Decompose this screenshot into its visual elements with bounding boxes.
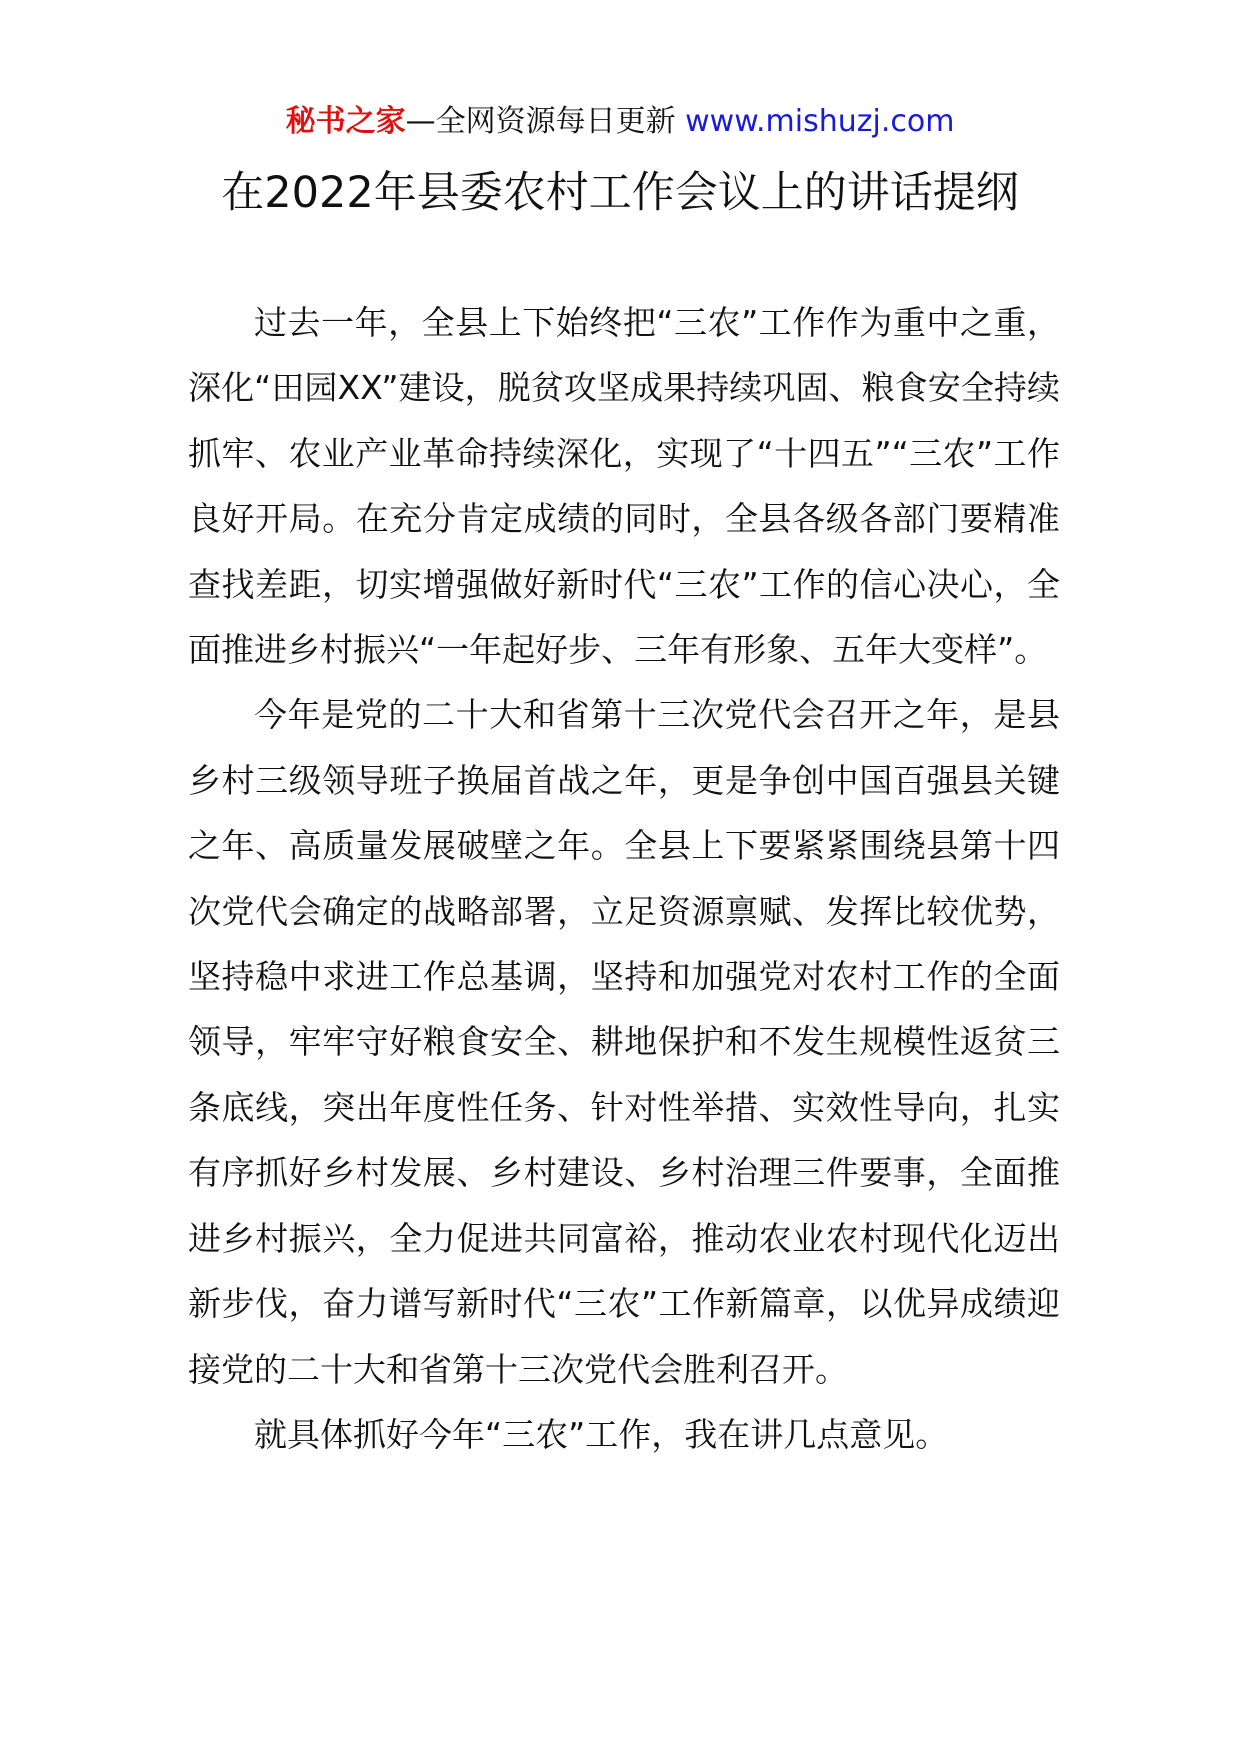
- paragraph-3: 就具体抓好今年“三农”工作，我在讲几点意见。: [254, 1414, 949, 1454]
- site-banner: [0, 100, 1240, 144]
- banner-tagline: —全网资源每日更新: [405, 104, 686, 139]
- document-title: 在2022年县委农村工作会议上的讲话提纲: [221, 168, 1019, 218]
- site-url: www.mishuzj.com: [685, 104, 955, 139]
- brand-name: 秘书之家: [285, 104, 406, 139]
- paragraph-2: 今年是党的二十大和省第十三次党代会召开之年，是县乡村三级领导班子换届首战之年，更是争创中国百强县关键之年、高质量发展破壁之年。全县上下要紧紧围绕县第十四次党代会确定的战略部署，立足资源禀赋、发挥比较优势，坚持稳中求进工作总基调，坚持和加强党对农村工作的全面领导，牢牢守好粮食安全、耕地保护和不发生规模性返贫三条底线，突出年度性任务、针对性举措、实效性导向，扎实有序抓好乡村发展、乡村建设、乡村治理三件要事，全面推进乡村振兴，全力促进共同富裕，推动农业农村现代化迈出新步伐，奋力谱写新时代“三农”工作新篇章，以优异成绩迎接党的二十大和省第十三次党代会胜利召开。: [188, 695, 1060, 1389]
- paragraph-1: 过去一年，全县上下始终把“三农”工作作为重中之重，深化“田园XX”建设，脱贫攻坚成果持续巩固、粮食安全持续抓牢、农业产业革命持续深化，实现了“十四五”“三农”工作良好开局。在充分肯定成绩的同时，全县各级各部门要精准查找差距，切实增强做好新时代“三农”工作的信心决心，全面推进乡村振兴“一年起好步、三年有形象、五年大变样”。: [188, 303, 1060, 670]
- document-body: [188, 290, 1060, 1467]
